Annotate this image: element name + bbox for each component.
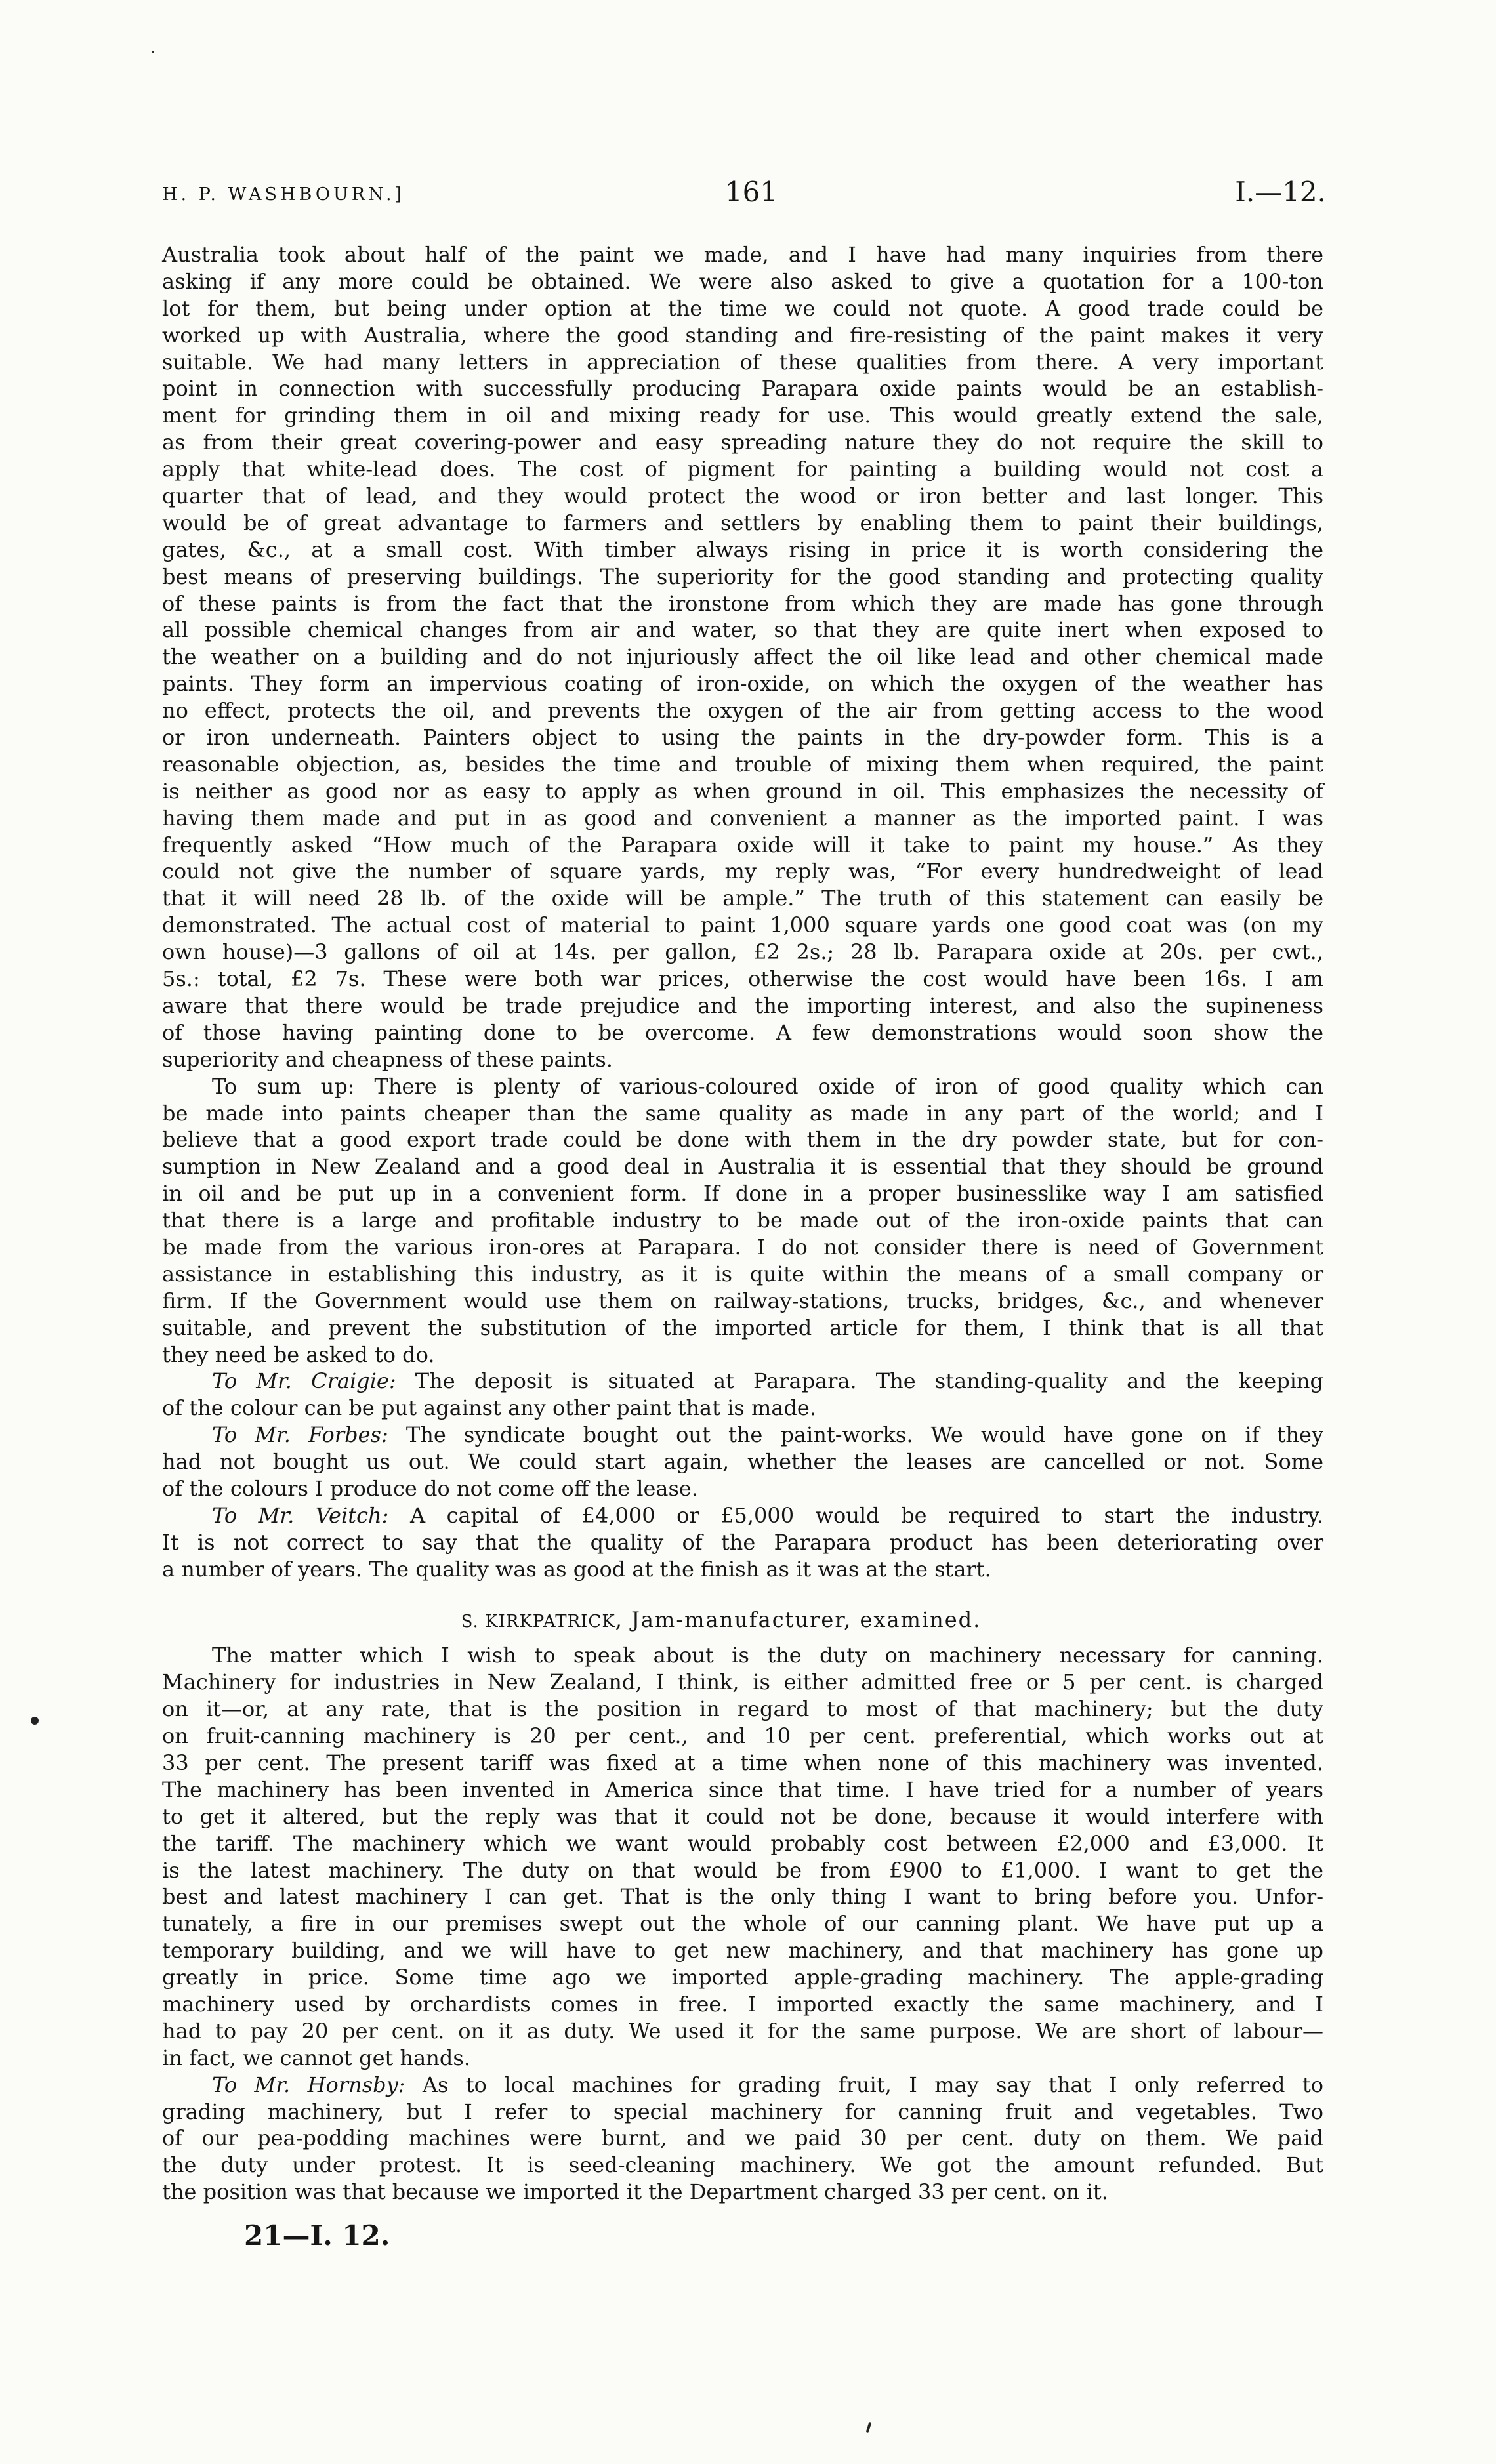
text-line: assistance in establishing this industry, as it is quite within the means of a small company or	[162, 1261, 1323, 1286]
text-line: of the colour can be put against any other paint that is made.	[162, 1395, 816, 1421]
text-line: apply that white-lead does. The cost of pigment for painting a building would not cost a	[162, 457, 1323, 482]
text-line: firm. If the Government would use them on railway-stations, trucks, bridges, &c., and whenever	[162, 1288, 1323, 1313]
text-line: a number of years. The quality was as good at the finish as it was at the start.	[162, 1556, 991, 1582]
text-line	[162, 1422, 1323, 1448]
text-line: 33 per cent. The present tariff was fixed at a time when none of this machinery was invented.	[162, 1750, 1323, 1775]
text-line: or iron underneath. Painters object to using the paints in the dry-powder form. This is a	[162, 725, 1323, 750]
text-line: the weather on a building and do not injuriously affect the oil like lead and other chemical made	[162, 644, 1323, 670]
text-line	[162, 1368, 1323, 1395]
answer-to-veitch	[162, 1502, 1323, 1583]
text-line: To sum up: There is plenty of various-coloured oxide of iron of good quality which can	[212, 1073, 1323, 1099]
text-line	[162, 2072, 1323, 2099]
paper-number: I.—12.	[1235, 176, 1326, 208]
text-line: all possible chemical changes from air and water, so that they are quite inert when exposed to	[162, 617, 1323, 643]
text-line: on fruit-canning machinery is 20 per cent., and 10 per cent. preferential, which works out at	[162, 1723, 1323, 1749]
text-line: suitable. We had many letters in appreciation of these qualities from there. A very important	[162, 349, 1323, 375]
text-line: that it will need 28 lb. of the oxide will be ample.” The truth of this statement can easily be	[162, 886, 1323, 911]
examiner-label: To Mr. Forbes:	[212, 1422, 388, 1448]
line-text: As to local machines for grading fruit, I may say that I only referred to	[422, 2072, 1324, 2097]
text-line: had to pay 20 per cent. on it as duty. We used it for the same purpose. We are short of labour—	[162, 2018, 1323, 2043]
text-line: 5s.: total, £2 7s. These were both war prices, otherwise the cost would have been 16s. I am	[162, 966, 1323, 992]
text-line: believe that a good export trade could be done with them in the dry powder state, but for con-	[162, 1127, 1323, 1153]
text-line: sumption in New Zealand and a good deal in Australia it is essential that they should be ground	[162, 1154, 1323, 1180]
text-line: in fact, we cannot get hands.	[162, 2045, 470, 2070]
washbourn-paragraph-2	[162, 1073, 1323, 1368]
scan-speck	[31, 1717, 39, 1725]
answer-to-hornsby	[162, 2072, 1323, 2206]
text-line: the duty under protest. It is seed-cleaning machinery. We got the amount refunded. But	[162, 2152, 1323, 2178]
page-body	[162, 241, 1323, 2206]
text-line: be made from the various iron-ores at Parapara. I do not consider there is need of Government	[162, 1234, 1323, 1260]
text-line: no effect, protects the oil, and prevents the oxygen of the air from getting access to the wood	[162, 698, 1323, 724]
text-line: lot for them, but being under option at the time we could not quote. A good trade could be	[162, 295, 1323, 321]
text-line: gates, &c., at a small cost. With timber always rising in price it is worth considering the	[162, 537, 1323, 562]
text-line: superiority and cheapness of these paints.	[162, 1046, 613, 1072]
text-line: paints. They form an impervious coating of iron-oxide, on which the oxygen of the weather has	[162, 671, 1323, 697]
text-line: own house)—3 gallons of oil at 14s. per gallon, £2 2s.; 28 lb. Parapara oxide at 20s. per cwt.,	[162, 939, 1323, 965]
kirkpatrick-paragraph-1	[162, 1642, 1323, 2071]
text-line: having them made and put in as good and convenient a manner as the imported paint. I was	[162, 805, 1323, 831]
text-line: tunately, a fire in our premises swept out the whole of our canning plant. We have put up a	[162, 1911, 1323, 1937]
text-line: as from their great covering-power and easy spreading nature they do not require the skill to	[162, 430, 1323, 455]
line-text: The syndicate bought out the paint-works. We would have gone on if they	[405, 1422, 1324, 1448]
text-line: reasonable objection, as, besides the time and trouble of mixing them when required, the paint	[162, 751, 1323, 777]
text-line: of those having painting done to be overcome. A few demonstrations would soon show the	[162, 1019, 1323, 1045]
text-line: point in connection with successfully producing Parapara oxide paints would be an establish-	[162, 376, 1323, 401]
signature-mark: 21—I. 12.	[244, 2219, 390, 2251]
text-line: to get it altered, but the reply was that it could not be done, because it would interfere with	[162, 1803, 1323, 1829]
examiner-label: To Mr. Hornsby:	[212, 2072, 405, 2097]
text-line: of our pea-podding machines were burnt, and we paid 30 per cent. duty on them. We paid	[162, 2125, 1323, 2151]
line-text: A capital of £4,000 or £5,000 would be required to start the industry.	[409, 1502, 1324, 1528]
text-line: suitable, and prevent the substitution of the imported article for them, I think that is all that	[162, 1315, 1323, 1340]
witness-role: , Jam-manufacturer, examined.	[615, 1607, 982, 1632]
scan-speck	[152, 51, 154, 53]
text-line: be made into paints cheaper than the same quality as made in any part of the world; and I	[162, 1100, 1323, 1126]
text-line: they need be asked to do.	[162, 1342, 435, 1367]
text-line: It is not correct to say that the quality of the Parapara product has been deteriorating over	[162, 1529, 1323, 1555]
text-line: could not give the number of square yards, my reply was, “For every hundredweight of lead	[162, 859, 1323, 884]
text-line: had not bought us out. We could start again, whether the leases are cancelled or not. Some	[162, 1449, 1323, 1475]
text-line: ment for grinding them in oil and mixing ready for use. This would greatly extend the sale,	[162, 403, 1323, 428]
text-line: greatly in price. Some time ago we imported apple-grading machinery. The apple-grading	[162, 1965, 1323, 1990]
text-line: the tariff. The machinery which we want would probably cost between £2,000 and £3,000. It	[162, 1830, 1323, 1856]
text-line: quarter that of lead, and they would protect the wood or iron better and last longer. This	[162, 483, 1323, 509]
text-line: that there is a large and profitable industry to be made out of the iron-oxide paints that can	[162, 1208, 1323, 1233]
text-line: frequently asked “How much of the Parapara oxide will it take to paint my house.” As they	[162, 832, 1323, 857]
text-line: asking if any more could be obtained. We were also asked to give a quotation for a 100-ton	[162, 268, 1323, 294]
text-line: The machinery has been invented in America since that time. I have tried for a number of years	[162, 1776, 1323, 1802]
line-text: The deposit is situated at Parapara. The standing-quality and the keeping	[415, 1368, 1324, 1394]
examiner-label: To Mr. Craigie:	[212, 1368, 396, 1394]
witness-heading	[162, 1607, 1323, 1633]
text-line	[162, 1502, 1323, 1529]
text-line: of the colours I produce do not come off the lease.	[162, 1475, 699, 1501]
text-line: Australia took about half of the paint we made, and I have had many inquiries from there	[162, 242, 1323, 267]
text-line: aware that there would be trade prejudice and the importing interest, and also the supineness	[162, 993, 1323, 1018]
text-line: best means of preserving buildings. The superiority for the good standing and protecting quality	[162, 564, 1323, 589]
text-line: best and latest machinery I can get. That is the only thing I want to bring before you. Unfor-	[162, 1884, 1323, 1910]
answer-to-forbes	[162, 1422, 1323, 1502]
running-header	[162, 174, 1326, 211]
text-line: Machinery for industries in New Zealand, I think, is either admitted free or 5 per cent. is charged	[162, 1670, 1323, 1695]
text-line: on it—or, at any rate, that is the position in regard to most of that machinery; but the duty	[162, 1696, 1323, 1722]
running-head-name: H. P. WASHBOURN.]	[162, 184, 405, 205]
text-line: is neither as good nor as easy to apply as when ground in oil. This emphasizes the necessity of	[162, 778, 1323, 804]
text-line: machinery used by orchardists comes in free. I imported exactly the same machinery, and I	[162, 1992, 1323, 2017]
text-line: temporary building, and we will have to get new machinery, and that machinery has gone up	[162, 1938, 1323, 1963]
text-line: of these paints is from the fact that the ironstone from which they are made has gone through	[162, 590, 1323, 616]
examiner-label: To Mr. Veitch:	[212, 1502, 389, 1528]
text-line: demonstrated. The actual cost of material to paint 1,000 square yards one good coat was (on my	[162, 913, 1323, 938]
answer-to-craigie	[162, 1368, 1323, 1422]
washbourn-paragraph-1	[162, 241, 1323, 1073]
text-line: The matter which I wish to speak about is the duty on machinery necessary for canning.	[212, 1643, 1323, 1668]
witness-name: S. KIRKPATRICK	[461, 1611, 615, 1632]
text-line: the position was that because we imported it the Department charged 33 per cent. on it.	[162, 2179, 1108, 2205]
scan-speck	[866, 2422, 872, 2433]
text-line: would be of great advantage to farmers and settlers by enabling them to paint their buildings,	[162, 510, 1323, 535]
text-line: is the latest machinery. The duty on that would be from £900 to £1,000. I want to get the	[162, 1857, 1323, 1883]
text-line: in oil and be put up in a convenient form. If done in a proper businesslike way I am satisfied	[162, 1181, 1323, 1206]
text-line: grading machinery, but I refer to special machinery for canning fruit and vegetables. Two	[162, 2099, 1323, 2124]
text-line: worked up with Australia, where the good standing and fire-resisting of the paint makes it very	[162, 322, 1323, 348]
page-number: 161	[724, 176, 778, 208]
